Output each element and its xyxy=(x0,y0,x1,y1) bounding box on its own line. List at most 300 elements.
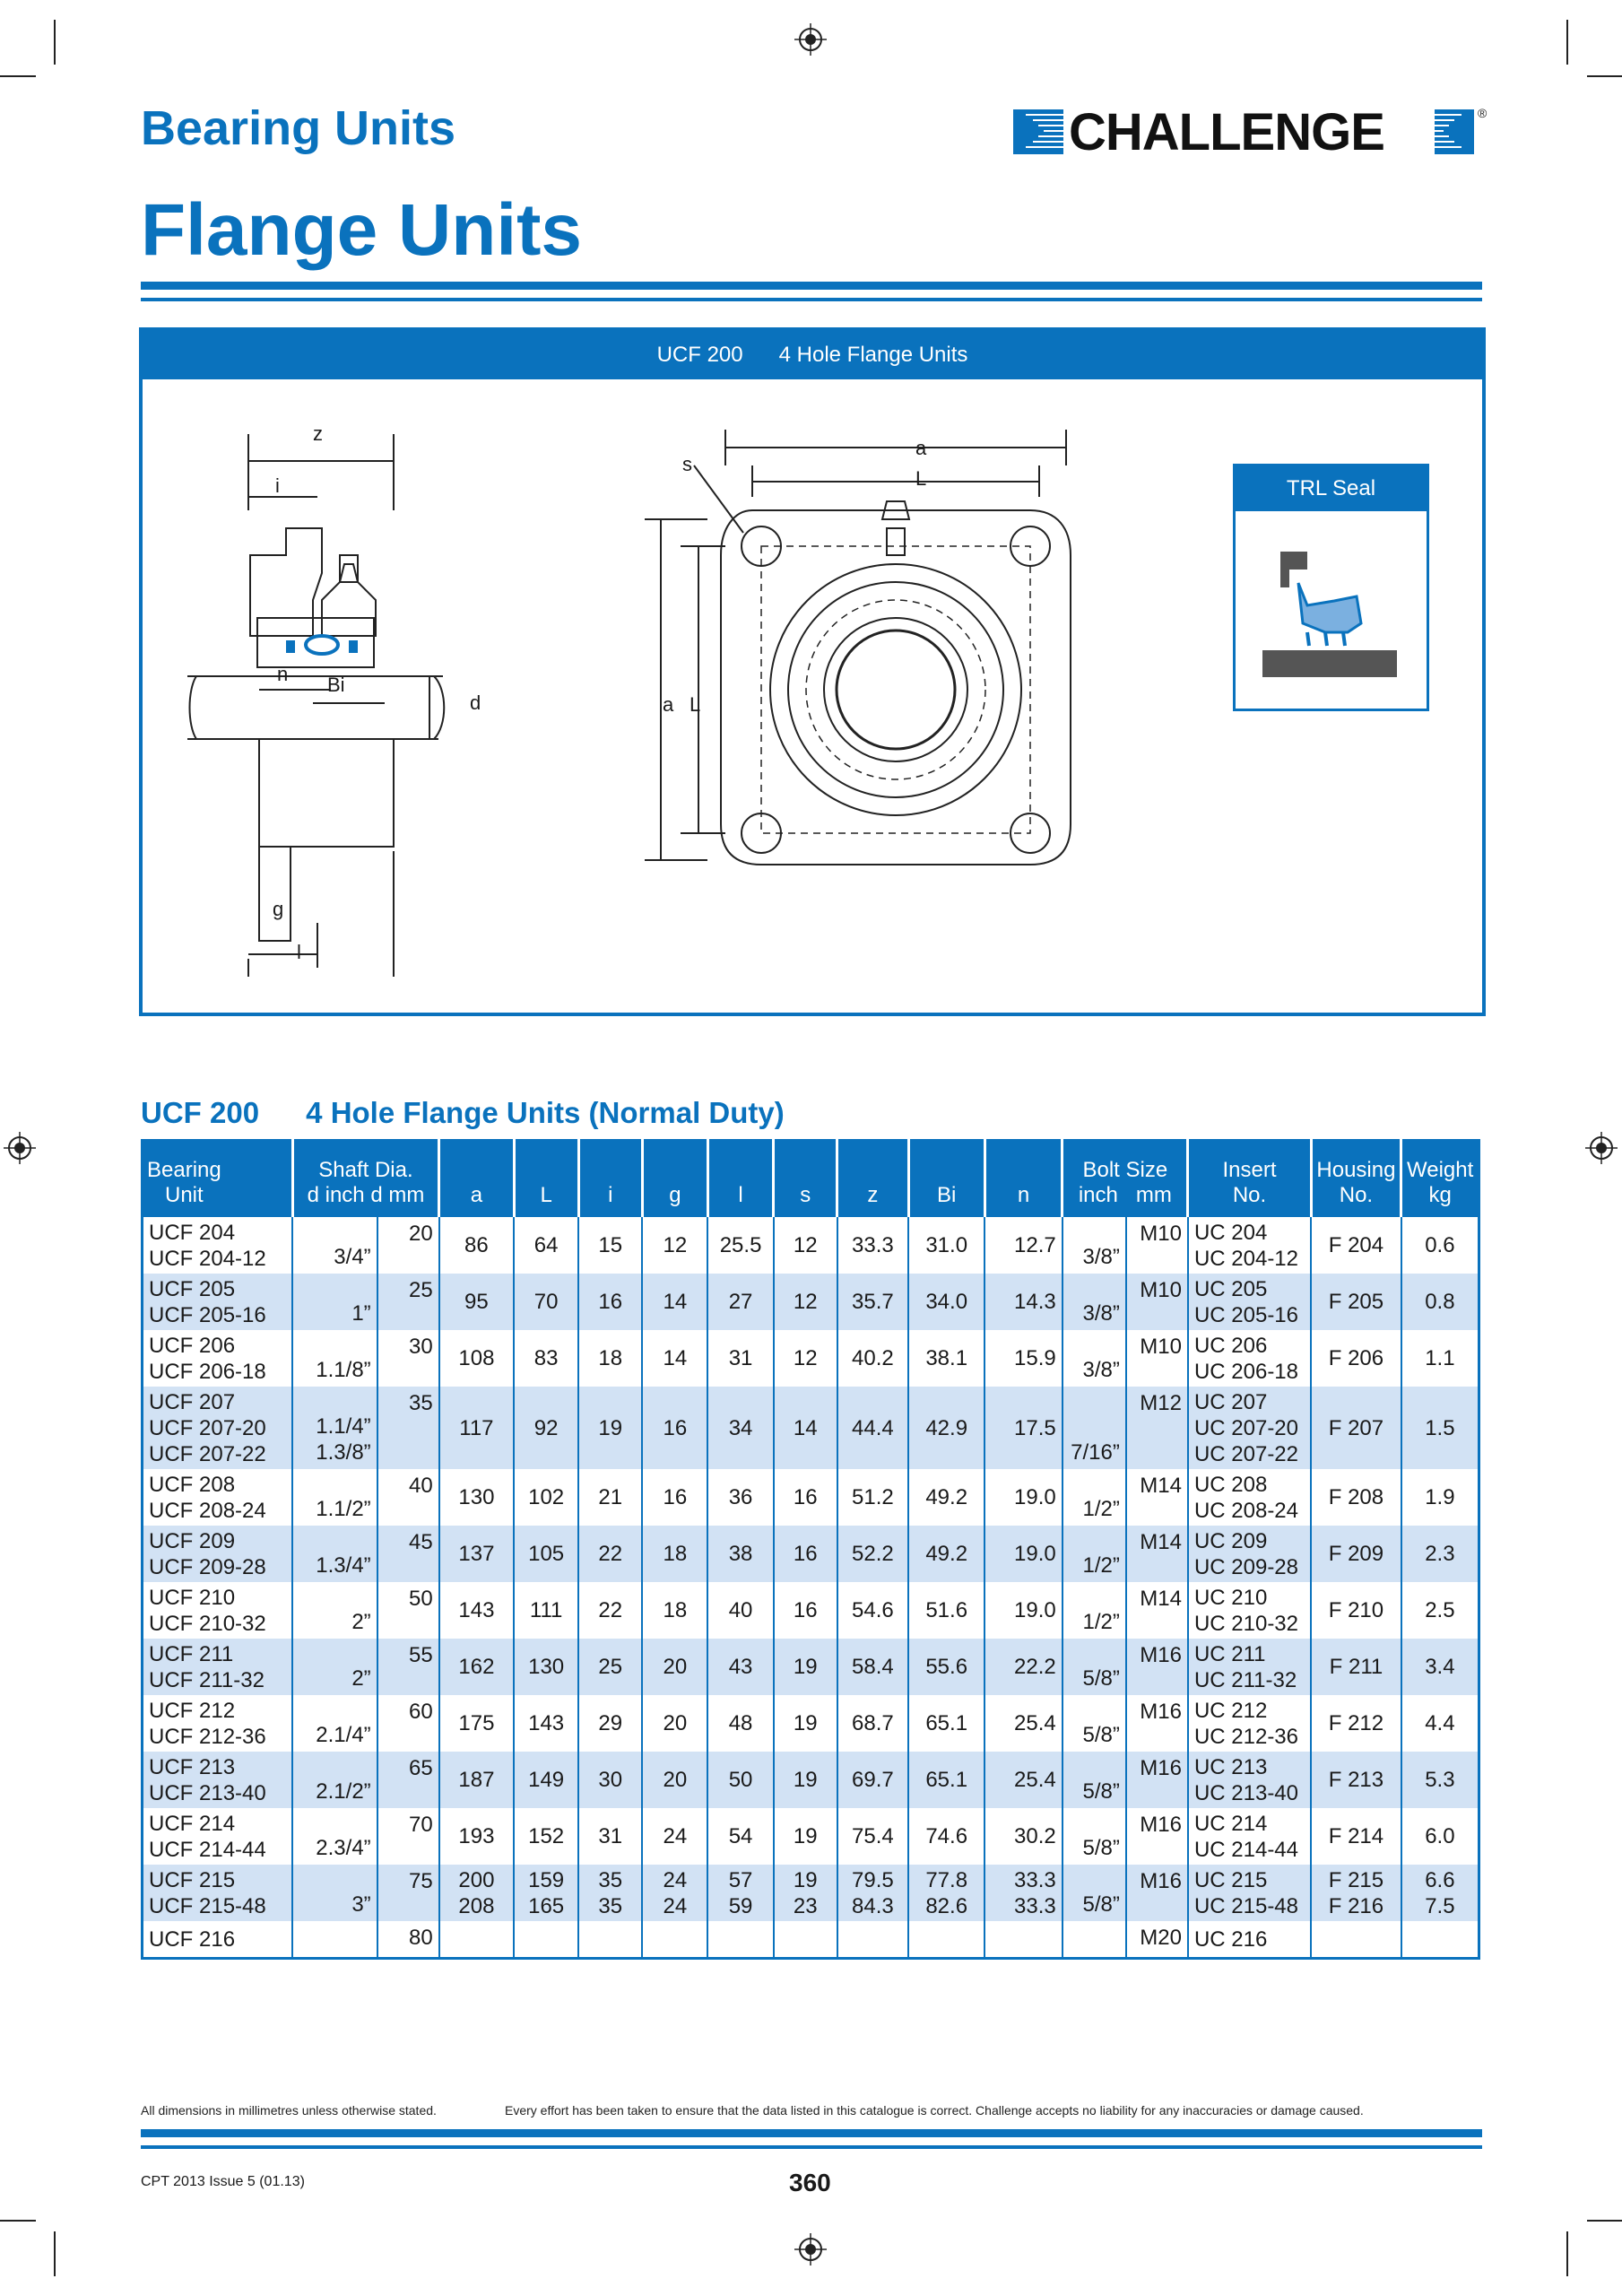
weight-cell: 2.3 xyxy=(1401,1526,1479,1582)
dim-i-cell: 15 xyxy=(578,1217,642,1274)
dim-l-cell: 92 xyxy=(514,1387,578,1469)
dim-n-cell: 15.9 xyxy=(984,1330,1062,1387)
dim-g-cell: 24 xyxy=(642,1808,707,1865)
brand-name: CHALLENGE xyxy=(1069,103,1384,161)
label-a-side: a xyxy=(663,693,674,716)
shaft-mm-cell: 80 xyxy=(377,1921,439,1959)
shaft-mm-cell: 65 xyxy=(377,1752,439,1808)
bearing-unit-cell: UCF 209 UCF 209-28 xyxy=(143,1526,293,1582)
insert-cell: UC 211 UC 211-32 xyxy=(1188,1639,1311,1695)
dim-z-cell: 54.6 xyxy=(837,1582,908,1639)
bolt-inch-cell: 7/16” xyxy=(1063,1387,1126,1469)
registration-target-icon xyxy=(794,2233,827,2266)
dim-s-cell: 19 xyxy=(774,1752,837,1808)
dim-bi-cell: 49.2 xyxy=(908,1526,984,1582)
insert-cell: UC 204 UC 204-12 xyxy=(1188,1217,1311,1274)
dim-bi-cell: 65.1 xyxy=(908,1752,984,1808)
dim-bi-cell: 31.0 xyxy=(908,1217,984,1274)
dim-n-cell xyxy=(984,1921,1062,1959)
table-row xyxy=(143,1330,1479,1387)
col-bi: Bi xyxy=(908,1141,984,1218)
col-z: z xyxy=(837,1141,908,1218)
dim-l-cell: 159 165 xyxy=(514,1865,578,1921)
housing-cell: F 213 xyxy=(1311,1752,1401,1808)
dim-i-cell: 21 xyxy=(578,1469,642,1526)
table-title xyxy=(141,1096,785,1130)
shaft-mm-cell: 60 xyxy=(377,1695,439,1752)
shaft-inch-cell: 2.1/2” xyxy=(292,1752,377,1808)
insert-cell: UC 215 UC 215-48 xyxy=(1188,1865,1311,1921)
dim-i-cell: 35 35 xyxy=(578,1865,642,1921)
dim-a-cell xyxy=(439,1921,514,1959)
col-i: i xyxy=(578,1141,642,1218)
shaft-inch-cell: 3” xyxy=(292,1865,377,1921)
dim-a-cell: 175 xyxy=(439,1695,514,1752)
label-n: n xyxy=(277,663,289,685)
dim-bi-cell: 49.2 xyxy=(908,1469,984,1526)
crop-mark xyxy=(1566,2231,1568,2276)
shaft-inch-cell: 3/4” xyxy=(292,1217,377,1274)
footer-rule-thin xyxy=(141,2145,1482,2149)
insert-cell: UC 209 UC 209-28 xyxy=(1188,1526,1311,1582)
dim-bi-cell: 51.6 xyxy=(908,1582,984,1639)
front-view-drawing xyxy=(645,412,1111,914)
dim-l-cell: 50 xyxy=(707,1752,773,1808)
dim-g-cell: 18 xyxy=(642,1582,707,1639)
bolt-inch-cell: 3/8” xyxy=(1063,1274,1126,1330)
col-g: g xyxy=(642,1141,707,1218)
bolt-mm-cell: M10 xyxy=(1126,1330,1188,1387)
housing-cell: F 211 xyxy=(1311,1639,1401,1695)
dim-l-cell: 48 xyxy=(707,1695,773,1752)
dim-g-cell: 12 xyxy=(642,1217,707,1274)
table-row xyxy=(143,1808,1479,1865)
dim-l-cell: 36 xyxy=(707,1469,773,1526)
shaft-mm-cell: 50 xyxy=(377,1582,439,1639)
shaft-inch-cell: 2” xyxy=(292,1582,377,1639)
dim-n-cell: 19.0 xyxy=(984,1582,1062,1639)
col-n: n xyxy=(984,1141,1062,1218)
shaft-inch-cell: 1.1/2” xyxy=(292,1469,377,1526)
weight-cell: 1.9 xyxy=(1401,1469,1479,1526)
bearing-unit-cell: UCF 215 UCF 215-48 xyxy=(143,1865,293,1921)
label-d: d xyxy=(470,691,481,714)
insert-cell: UC 208 UC 208-24 xyxy=(1188,1469,1311,1526)
insert-cell: UC 216 xyxy=(1188,1921,1311,1959)
label-s: s xyxy=(682,453,692,475)
logo-stripes-right-icon xyxy=(1435,109,1474,154)
housing-cell: F 212 xyxy=(1311,1695,1401,1752)
housing-cell xyxy=(1311,1921,1401,1959)
dim-z-cell: 35.7 xyxy=(837,1274,908,1330)
dim-bi-cell: 42.9 xyxy=(908,1387,984,1469)
registration-target-icon xyxy=(1585,1132,1618,1164)
dim-a-cell: 143 xyxy=(439,1582,514,1639)
dim-l-cell: 83 xyxy=(514,1330,578,1387)
dim-a-cell: 137 xyxy=(439,1526,514,1582)
dim-g-cell: 14 xyxy=(642,1274,707,1330)
dim-l-cell: 54 xyxy=(707,1808,773,1865)
dim-i-cell: 18 xyxy=(578,1330,642,1387)
bolt-inch-cell: 5/8” xyxy=(1063,1752,1126,1808)
bolt-mm-cell: M12 xyxy=(1126,1387,1188,1469)
bolt-inch-cell: 1/2” xyxy=(1063,1582,1126,1639)
bearing-unit-cell: UCF 206 UCF 206-18 xyxy=(149,1333,266,1384)
table-series: UCF 200 xyxy=(141,1096,260,1129)
col-shaft-dia: Shaft Dia. d inch d mm xyxy=(292,1141,439,1218)
col-L: L xyxy=(514,1141,578,1218)
crop-mark xyxy=(1566,20,1568,65)
table-row xyxy=(143,1752,1479,1808)
dim-bi-cell: 55.6 xyxy=(908,1639,984,1695)
bolt-inch-cell xyxy=(1063,1921,1126,1959)
dim-g-cell: 20 xyxy=(642,1752,707,1808)
shaft-mm-cell: 70 xyxy=(377,1808,439,1865)
label-z: z xyxy=(313,422,323,445)
dim-l-cell xyxy=(514,1921,578,1959)
insert-cell: UC 207 UC 207-20 UC 207-22 xyxy=(1188,1387,1311,1469)
dim-s-cell: 16 xyxy=(774,1469,837,1526)
label-g: g xyxy=(273,898,284,920)
dim-n-cell: 14.3 xyxy=(984,1274,1062,1330)
diagram-series: UCF 200 xyxy=(656,343,743,367)
units-note: All dimensions in millimetres unless otherwise stated. xyxy=(141,2103,437,2118)
weight-cell: 1.5 xyxy=(1401,1387,1479,1469)
shaft-mm-cell: 45 xyxy=(377,1526,439,1582)
housing-cell: F 208 xyxy=(1311,1469,1401,1526)
bolt-mm-cell: M16 xyxy=(1126,1695,1188,1752)
bolt-mm-cell: M10 xyxy=(1126,1217,1188,1274)
dim-i-cell: 29 xyxy=(578,1695,642,1752)
bolt-inch-cell: 3/8” xyxy=(1063,1217,1126,1274)
diagram-header xyxy=(143,331,1482,379)
page-number: 360 xyxy=(789,2169,831,2196)
dim-a-cell: 117 xyxy=(439,1387,514,1469)
crop-mark xyxy=(1587,2220,1622,2222)
bolt-mm-cell: M16 xyxy=(1126,1752,1188,1808)
bolt-inch-cell: 5/8” xyxy=(1063,1639,1126,1695)
insert-cell: UC 213 UC 213-40 xyxy=(1188,1752,1311,1808)
label-bi: Bi xyxy=(327,674,345,696)
insert-cell: UC 210 UC 210-32 xyxy=(1188,1582,1311,1639)
weight-cell: 4.4 xyxy=(1401,1695,1479,1752)
col-s: s xyxy=(774,1141,837,1218)
dim-g-cell: 20 xyxy=(642,1695,707,1752)
bolt-inch-cell: 5/8” xyxy=(1063,1695,1126,1752)
shaft-mm-cell: 35 xyxy=(377,1387,439,1469)
issue-label: CPT 2013 Issue 5 (01.13) xyxy=(141,2174,305,2189)
diagram-desc: 4 Hole Flange Units xyxy=(778,343,968,367)
dim-n-cell: 12.7 xyxy=(984,1217,1062,1274)
insert-cell: UC 205 UC 205-16 xyxy=(1188,1274,1311,1330)
housing-cell: F 205 xyxy=(1311,1274,1401,1330)
dim-l-cell: 70 xyxy=(514,1274,578,1330)
dim-i-cell: 30 xyxy=(578,1752,642,1808)
dim-s-cell: 19 xyxy=(774,1639,837,1695)
dim-i-cell: 22 xyxy=(578,1526,642,1582)
bearing-unit-cell: UCF 208 UCF 208-24 xyxy=(149,1472,266,1523)
dim-z-cell: 68.7 xyxy=(837,1695,908,1752)
table-row xyxy=(143,1639,1479,1695)
weight-cell: 6.0 xyxy=(1401,1808,1479,1865)
bearing-unit-cell: UCF 207 UCF 207-20 UCF 207-22 xyxy=(143,1387,293,1469)
shaft-mm-cell: 40 xyxy=(377,1469,439,1526)
crop-mark xyxy=(0,75,36,77)
dim-n-cell: 19.0 xyxy=(984,1469,1062,1526)
dim-s-cell: 12 xyxy=(774,1274,837,1330)
shaft-inch-cell: 1” xyxy=(292,1274,377,1330)
dim-l-cell: 43 xyxy=(707,1639,773,1695)
bolt-mm-cell: M14 xyxy=(1126,1526,1188,1582)
col-insert: Insert No. xyxy=(1188,1141,1311,1218)
bearing-unit-cell: UCF 204 UCF 204-12 xyxy=(149,1220,266,1271)
table-row xyxy=(143,1921,1479,1959)
shaft-mm-cell: 75 xyxy=(377,1865,439,1921)
dim-l-cell xyxy=(707,1921,773,1959)
dim-z-cell xyxy=(837,1921,908,1959)
housing-cell: F 209 xyxy=(1311,1526,1401,1582)
table-row xyxy=(143,1582,1479,1639)
dim-a-cell: 193 xyxy=(439,1808,514,1865)
dim-z-cell: 75.4 xyxy=(837,1808,908,1865)
weight-cell: 3.4 xyxy=(1401,1639,1479,1695)
housing-cell: F 215 F 216 xyxy=(1311,1865,1401,1921)
dim-z-cell: 69.7 xyxy=(837,1752,908,1808)
label-a-top: a xyxy=(915,437,927,459)
shaft-mm-cell: 30 xyxy=(377,1330,439,1387)
table-row xyxy=(143,1469,1479,1526)
dim-g-cell: 18 xyxy=(642,1526,707,1582)
table-row xyxy=(143,1274,1479,1330)
dim-a-cell: 187 xyxy=(439,1752,514,1808)
shaft-inch-cell: 1.1/8” xyxy=(292,1330,377,1387)
dim-i-cell: 19 xyxy=(578,1387,642,1469)
dim-g-cell: 16 xyxy=(642,1387,707,1469)
challenge-logo xyxy=(1013,103,1497,161)
insert-cell: UC 212 UC 212-36 xyxy=(1188,1695,1311,1752)
insert-cell: UC 206 UC 206-18 xyxy=(1188,1330,1311,1387)
side-view-drawing xyxy=(187,421,582,977)
weight-cell: 2.5 xyxy=(1401,1582,1479,1639)
dim-a-cell: 162 xyxy=(439,1639,514,1695)
dim-g-cell: 14 xyxy=(642,1330,707,1387)
bolt-inch-cell: 1/2” xyxy=(1063,1469,1126,1526)
dim-bi-cell: 77.8 82.6 xyxy=(908,1865,984,1921)
table-row xyxy=(143,1526,1479,1582)
bolt-mm-cell: M14 xyxy=(1126,1582,1188,1639)
dim-l-cell: 111 xyxy=(514,1582,578,1639)
dim-s-cell: 19 xyxy=(774,1695,837,1752)
weight-cell xyxy=(1401,1921,1479,1959)
shaft-inch-cell: 2.1/4” xyxy=(292,1695,377,1752)
bolt-mm-cell: M16 xyxy=(1126,1639,1188,1695)
col-bolt-size: Bolt Size inch mm xyxy=(1063,1141,1188,1218)
dim-s-cell: 16 xyxy=(774,1526,837,1582)
page-title: Flange Units xyxy=(141,189,583,271)
label-l: l xyxy=(297,941,301,963)
bearing-unit-cell: UCF 214 UCF 214-44 xyxy=(149,1811,266,1862)
shaft-inch-cell: 1.3/4” xyxy=(292,1526,377,1582)
dim-n-cell: 17.5 xyxy=(984,1387,1062,1469)
dim-n-cell: 25.4 xyxy=(984,1752,1062,1808)
dim-bi-cell: 74.6 xyxy=(908,1808,984,1865)
shaft-inch-cell: 2” xyxy=(292,1639,377,1695)
dim-bi-cell: 34.0 xyxy=(908,1274,984,1330)
bearing-unit-cell: UCF 216 xyxy=(149,1926,236,1952)
bolt-mm-cell: M16 xyxy=(1126,1865,1188,1921)
table-row xyxy=(143,1387,1479,1469)
dim-a-cell: 95 xyxy=(439,1274,514,1330)
dim-i-cell: 16 xyxy=(578,1274,642,1330)
dim-l-cell: 105 xyxy=(514,1526,578,1582)
dim-s-cell: 19 23 xyxy=(774,1865,837,1921)
dim-s-cell: 12 xyxy=(774,1330,837,1387)
insert-cell: UC 214 UC 214-44 xyxy=(1188,1808,1311,1865)
bearing-unit-cell: UCF 212 UCF 212-36 xyxy=(149,1698,266,1749)
dim-a-cell: 130 xyxy=(439,1469,514,1526)
dim-bi-cell xyxy=(908,1921,984,1959)
dim-g-cell: 24 24 xyxy=(642,1865,707,1921)
dim-z-cell: 52.2 xyxy=(837,1526,908,1582)
spec-table xyxy=(141,1139,1480,1960)
dim-bi-cell: 38.1 xyxy=(908,1330,984,1387)
dim-n-cell: 25.4 xyxy=(984,1695,1062,1752)
dim-a-cell: 108 xyxy=(439,1330,514,1387)
housing-cell: F 206 xyxy=(1311,1330,1401,1387)
dim-l-cell: 31 xyxy=(707,1330,773,1387)
dim-n-cell: 30.2 xyxy=(984,1808,1062,1865)
dim-bi-cell: 65.1 xyxy=(908,1695,984,1752)
col-bearing-unit: Bearing Unit xyxy=(143,1141,293,1218)
dim-s-cell xyxy=(774,1921,837,1959)
housing-cell: F 204 xyxy=(1311,1217,1401,1274)
bolt-inch-cell: 5/8” xyxy=(1063,1808,1126,1865)
seal-title: TRL Seal xyxy=(1236,466,1427,511)
dim-g-cell: 20 xyxy=(642,1639,707,1695)
disclaimer-note: Every effort has been taken to ensure that the data listed in this catalogue is correct. Challenge accepts no liability for any inaccuracies or damage caused. xyxy=(505,2103,1364,2118)
label-L-top: L xyxy=(915,467,927,490)
col-housing: Housing No. xyxy=(1311,1141,1401,1218)
dim-l-cell: 149 xyxy=(514,1752,578,1808)
bearing-unit-cell: UCF 205 UCF 205-16 xyxy=(143,1274,293,1330)
shaft-inch-cell: 2.3/4” xyxy=(292,1808,377,1865)
category-title: Bearing Units xyxy=(141,101,456,155)
dim-a-cell: 86 xyxy=(439,1217,514,1274)
dim-a-cell: 200 208 xyxy=(439,1865,514,1921)
dim-i-cell: 31 xyxy=(578,1808,642,1865)
dim-n-cell: 22.2 xyxy=(984,1639,1062,1695)
dim-s-cell: 19 xyxy=(774,1808,837,1865)
bolt-mm-cell: M14 xyxy=(1126,1469,1188,1526)
bolt-mm-cell: M16 xyxy=(1126,1808,1188,1865)
housing-cell: F 210 xyxy=(1311,1582,1401,1639)
dim-g-cell: 16 xyxy=(642,1469,707,1526)
col-l: l xyxy=(707,1141,773,1218)
seal-panel xyxy=(1233,464,1429,711)
dim-g-cell xyxy=(642,1921,707,1959)
crop-mark xyxy=(0,2220,36,2222)
table-row xyxy=(143,1217,1479,1274)
bearing-unit-cell: UCF 211 UCF 211-32 xyxy=(143,1639,293,1695)
registration-target-icon xyxy=(794,23,827,56)
label-L-side: L xyxy=(690,693,701,716)
weight-cell: 0.6 xyxy=(1401,1217,1479,1274)
dim-l-cell: 102 xyxy=(514,1469,578,1526)
weight-cell: 1.1 xyxy=(1401,1330,1479,1387)
footer-rule xyxy=(141,2129,1482,2137)
col-a: a xyxy=(439,1141,514,1218)
label-i: i xyxy=(275,474,280,497)
dim-z-cell: 51.2 xyxy=(837,1469,908,1526)
crop-mark xyxy=(54,2231,56,2276)
bearing-unit-cell: UCF 213 UCF 213-40 xyxy=(143,1752,293,1808)
header-rule-thin xyxy=(141,298,1482,301)
logo-stripes-left-icon xyxy=(1013,109,1063,154)
table-row xyxy=(143,1865,1479,1921)
registration-target-icon xyxy=(4,1132,36,1164)
bolt-inch-cell: 1/2” xyxy=(1063,1526,1126,1582)
crop-mark xyxy=(1587,75,1622,77)
dim-l-cell: 25.5 xyxy=(707,1217,773,1274)
dim-z-cell: 40.2 xyxy=(837,1330,908,1387)
shaft-mm-cell: 55 xyxy=(377,1639,439,1695)
table-row xyxy=(143,1695,1479,1752)
dim-i-cell xyxy=(578,1921,642,1959)
weight-cell: 0.8 xyxy=(1401,1274,1479,1330)
header-rule xyxy=(141,282,1482,290)
dim-i-cell: 22 xyxy=(578,1582,642,1639)
bolt-mm-cell: M20 xyxy=(1126,1921,1188,1959)
weight-cell: 5.3 xyxy=(1401,1752,1479,1808)
dim-l-cell: 152 xyxy=(514,1808,578,1865)
bolt-mm-cell: M10 xyxy=(1126,1274,1188,1330)
dim-s-cell: 16 xyxy=(774,1582,837,1639)
dim-z-cell: 79.5 84.3 xyxy=(837,1865,908,1921)
bearing-unit-cell: UCF 210 UCF 210-32 xyxy=(149,1585,266,1636)
shaft-inch-cell xyxy=(292,1921,377,1959)
dim-l-cell: 143 xyxy=(514,1695,578,1752)
dim-z-cell: 44.4 xyxy=(837,1387,908,1469)
dim-z-cell: 58.4 xyxy=(837,1639,908,1695)
housing-cell: F 207 xyxy=(1311,1387,1401,1469)
shaft-mm-cell: 20 xyxy=(377,1217,439,1274)
dim-l-cell: 57 59 xyxy=(707,1865,773,1921)
col-weight: Weight kg xyxy=(1401,1141,1479,1218)
dim-l-cell: 64 xyxy=(514,1217,578,1274)
housing-cell: F 214 xyxy=(1311,1808,1401,1865)
shaft-inch-cell: 1.1/4” 1.3/8” xyxy=(292,1387,377,1469)
dim-l-cell: 40 xyxy=(707,1582,773,1639)
seal-profile-icon xyxy=(1253,534,1406,686)
weight-cell: 6.6 7.5 xyxy=(1401,1865,1479,1921)
dim-l-cell: 38 xyxy=(707,1526,773,1582)
table-header-row xyxy=(143,1141,1479,1218)
shaft-mm-cell: 25 xyxy=(377,1274,439,1330)
dim-s-cell: 12 xyxy=(774,1217,837,1274)
dim-n-cell: 19.0 xyxy=(984,1526,1062,1582)
dim-z-cell: 33.3 xyxy=(837,1217,908,1274)
dim-i-cell: 25 xyxy=(578,1639,642,1695)
registered-mark: ® xyxy=(1478,106,1488,120)
dim-l-cell: 34 xyxy=(707,1387,773,1469)
bolt-inch-cell: 3/8” xyxy=(1063,1330,1126,1387)
dim-l-cell: 130 xyxy=(514,1639,578,1695)
dim-l-cell: 27 xyxy=(707,1274,773,1330)
crop-mark xyxy=(54,20,56,65)
dim-n-cell: 33.3 33.3 xyxy=(984,1865,1062,1921)
bolt-inch-cell: 5/8” xyxy=(1063,1865,1126,1921)
table-description: 4 Hole Flange Units (Normal Duty) xyxy=(306,1096,785,1129)
